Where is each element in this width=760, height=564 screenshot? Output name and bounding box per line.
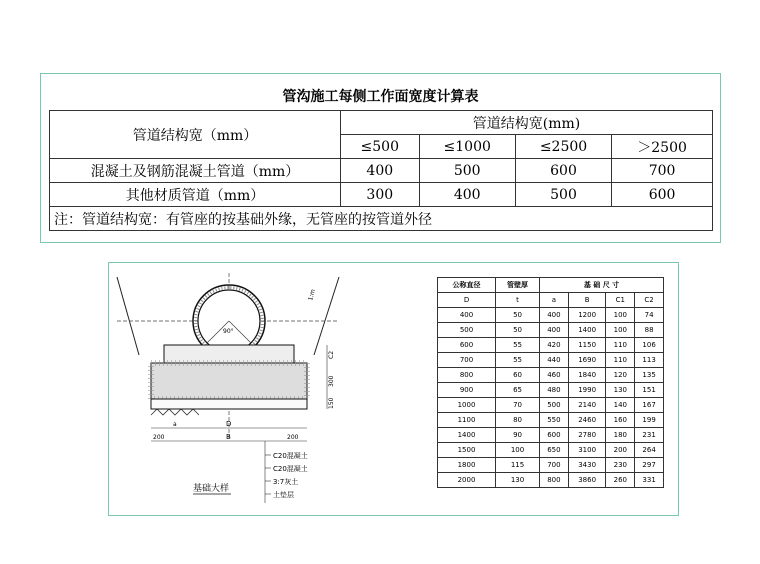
slope-label: 1:m: [307, 288, 317, 302]
table-row: [438, 443, 664, 458]
table1-title: 管沟施工每侧工作面宽度计算表: [282, 89, 479, 105]
cell: 400: [419, 183, 515, 207]
cell: 1100: [438, 413, 496, 428]
cell: 70: [496, 398, 540, 413]
table-row: [438, 458, 664, 473]
table-row: [438, 368, 664, 383]
cell: 160: [606, 413, 635, 428]
cell: 50: [496, 308, 540, 323]
dim-b: B: [226, 433, 231, 441]
cell: 500: [515, 183, 611, 207]
cell: 100: [606, 323, 635, 338]
cell: 55: [496, 353, 540, 368]
row-label: 混凝土及钢筋混凝土管道（mm）: [50, 159, 341, 183]
legend-item: C20混凝土: [273, 452, 308, 460]
cell: 140: [606, 398, 635, 413]
cell: 50: [496, 323, 540, 338]
dim-d: D: [226, 420, 232, 428]
cell: 110: [606, 338, 635, 353]
col-header: 管壁厚: [496, 278, 540, 293]
cell: 167: [635, 398, 664, 413]
cell: 297: [635, 458, 664, 473]
foundation-drawing: [109, 263, 349, 517]
cell: 100: [606, 308, 635, 323]
table-row: [438, 473, 664, 488]
col-header: 基 础 尺 寸: [540, 278, 664, 293]
table-row: [438, 308, 664, 323]
table-row: [438, 413, 664, 428]
foundation-size-table: [437, 277, 664, 488]
subheader: C1: [606, 293, 635, 308]
cell: 264: [635, 443, 664, 458]
cell: 151: [635, 383, 664, 398]
table-row: [438, 353, 664, 368]
row-label: 其他材质管道（mm）: [50, 183, 341, 207]
subheader: a: [540, 293, 569, 308]
table-row: [50, 159, 713, 183]
angle-label: 90°: [223, 328, 234, 335]
cell: 3100: [568, 443, 606, 458]
cell: 2780: [568, 428, 606, 443]
table-row: [438, 398, 664, 413]
cell: 1400: [438, 428, 496, 443]
cell: 650: [540, 443, 569, 458]
cell: 65: [496, 383, 540, 398]
cell: 110: [606, 353, 635, 368]
legend-item: 土垫层: [273, 491, 294, 499]
col-header: ≤1000: [419, 135, 515, 159]
cell: 115: [496, 458, 540, 473]
cell: 420: [540, 338, 569, 353]
cell: 1690: [568, 353, 606, 368]
subheader: t: [496, 293, 540, 308]
cell: 180: [606, 428, 635, 443]
table-row: [438, 323, 664, 338]
cell: 800: [438, 368, 496, 383]
cell: 130: [606, 383, 635, 398]
cell: 260: [606, 473, 635, 488]
cell: 400: [341, 159, 420, 183]
cell: 500: [540, 398, 569, 413]
dim-left: 200: [153, 434, 165, 441]
table-row: [438, 338, 664, 353]
cell: 400: [540, 308, 569, 323]
cell: 2460: [568, 413, 606, 428]
cell: 440: [540, 353, 569, 368]
legend-item: 3:7灰土: [273, 478, 299, 486]
cell: 2000: [438, 473, 496, 488]
foundation-size-rows: [438, 308, 664, 488]
col-header: 公称直径: [438, 278, 496, 293]
cell: 1500: [438, 443, 496, 458]
subheader: D: [438, 293, 496, 308]
cell: 1800: [438, 458, 496, 473]
cell: 1150: [568, 338, 606, 353]
drawing-caption: 基础大样: [193, 484, 230, 494]
col-header: ≤500: [341, 135, 420, 159]
work-width-table: [49, 110, 713, 231]
cell: 700: [438, 353, 496, 368]
row-header: 管道结构宽（mm）: [50, 111, 341, 159]
cell: 600: [540, 428, 569, 443]
cell: 2140: [568, 398, 606, 413]
cell: 130: [496, 473, 540, 488]
cell: 60: [496, 368, 540, 383]
cell: 199: [635, 413, 664, 428]
dim-150: 150: [328, 397, 335, 409]
cell: 120: [606, 368, 635, 383]
cell: 88: [635, 323, 664, 338]
cell: 500: [419, 159, 515, 183]
table-row: [50, 183, 713, 207]
cell: 55: [496, 338, 540, 353]
cell: 1990: [568, 383, 606, 398]
cell: 600: [515, 159, 611, 183]
cell: 100: [496, 443, 540, 458]
cell: 106: [635, 338, 664, 353]
cell: 500: [438, 323, 496, 338]
cell: 600: [438, 338, 496, 353]
cell: 400: [540, 323, 569, 338]
cell: 200: [606, 443, 635, 458]
table-row: [438, 383, 664, 398]
cell: 460: [540, 368, 569, 383]
cell: 80: [496, 413, 540, 428]
cell: 1200: [568, 308, 606, 323]
col-header: ≤2500: [515, 135, 611, 159]
cell: 800: [540, 473, 569, 488]
cell: 3860: [568, 473, 606, 488]
cell: 400: [438, 308, 496, 323]
cell: 1400: [568, 323, 606, 338]
col-header: ＞2500: [612, 135, 713, 159]
cell: 74: [635, 308, 664, 323]
dim-c2: C2: [328, 350, 335, 359]
cell: 3430: [568, 458, 606, 473]
cell: 480: [540, 383, 569, 398]
cell: 331: [635, 473, 664, 488]
cell: 550: [540, 413, 569, 428]
dim-300: 300: [328, 375, 335, 387]
col-group-header: 管道结构宽(mm): [341, 111, 713, 135]
table-row: [438, 428, 664, 443]
legend-item: C20混凝土: [273, 465, 308, 473]
cell: 300: [341, 183, 420, 207]
cell: 1000: [438, 398, 496, 413]
cell: 90: [496, 428, 540, 443]
cell: 230: [606, 458, 635, 473]
cell: 231: [635, 428, 664, 443]
subheader: B: [568, 293, 606, 308]
subheader: C2: [635, 293, 664, 308]
cell: 900: [438, 383, 496, 398]
foundation-detail-panel: [108, 262, 679, 516]
table1-panel: [40, 73, 721, 243]
cell: 1840: [568, 368, 606, 383]
dim-a: a: [173, 421, 177, 428]
cell: 135: [635, 368, 664, 383]
cell: 700: [612, 159, 713, 183]
cell: 700: [540, 458, 569, 473]
cell: 113: [635, 353, 664, 368]
table1-note: 注：管道结构宽：有管座的按基础外缘，无管座的按管道外径: [50, 207, 713, 231]
cell: 600: [612, 183, 713, 207]
dim-right: 200: [287, 434, 299, 441]
